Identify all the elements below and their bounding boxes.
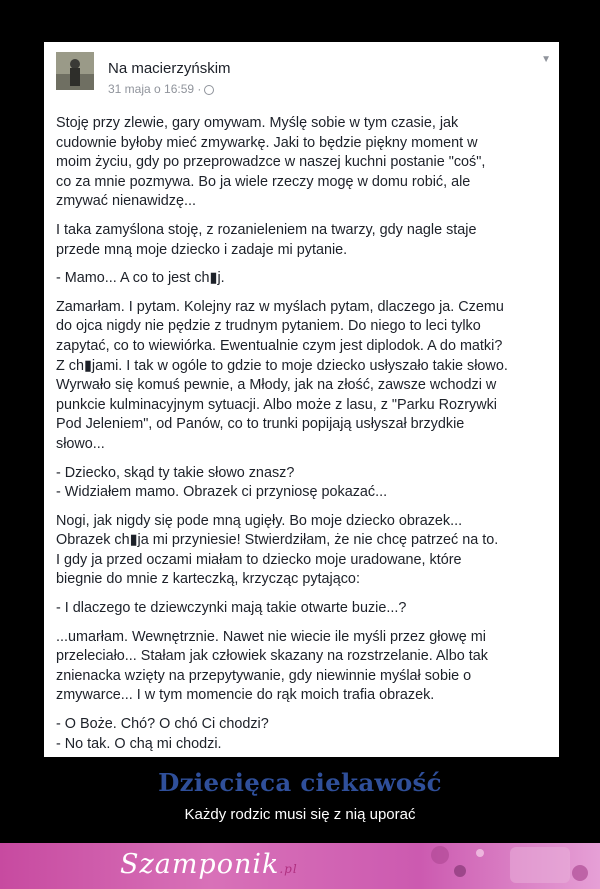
- post-paragraph: [56, 512, 550, 590]
- post-paragraph: [56, 114, 550, 212]
- timestamp-text: 31 maja o 16:59 ·: [108, 82, 202, 96]
- post-line: przede mną moje dziecko i zadaje mi pytanie.: [56, 241, 348, 258]
- post-line: Pod Jeleniem", od Panów, co to trunki popijają usłyszał brzydkie: [56, 416, 465, 433]
- post-paragraph: [56, 221, 550, 260]
- post-paragraph: [56, 599, 550, 619]
- post-line: I taka zamyślona stoję, z rozanieleniem na twarzy, gdy nagle staje: [56, 221, 477, 238]
- footer-banner: [0, 843, 600, 889]
- caption-title: Dziecięca ciekawość: [158, 768, 442, 797]
- post-line: - Dziecko, skąd ty takie słowo znasz?: [56, 464, 295, 481]
- post-paragraph: [56, 298, 550, 455]
- post-paragraph: [56, 269, 550, 289]
- post-timestamp[interactable]: [108, 82, 214, 96]
- decoration-icon: [420, 843, 600, 889]
- post-line: Z ch▮jami. I tak w ogóle to gdzie to moje dziecko usłyszało takie słowo.: [56, 357, 508, 374]
- post-line: - No tak. O chą mi chodzi.: [56, 735, 222, 752]
- avatar[interactable]: [56, 52, 94, 90]
- post-line: zmywać nienawidzę...: [56, 193, 196, 210]
- post-line: Wyrwało się komuś pewnie, a Młody, jak na złość, zawsze wchodzi w: [56, 377, 497, 394]
- post-body: [56, 114, 550, 763]
- brand-tld: .pl: [279, 862, 298, 876]
- post-line: Obrazek ch▮ja mi przyniesie! Stwierdziłam, że nie chcę patrzeć na to.: [56, 532, 499, 549]
- post-paragraph: [56, 715, 550, 754]
- post-line: słowo...: [56, 435, 105, 452]
- post-line: cudownie byłoby mieć zmywarkę. Jaki to będzie piękny moment w: [56, 134, 478, 151]
- post-paragraph: [56, 628, 550, 706]
- post-line: punkcie kulminacyjnym sytuacji. Albo może z lasu, z "Parku Rozrywki: [56, 396, 497, 413]
- chevron-down-icon[interactable]: ▼: [541, 54, 551, 65]
- post-line: przeleciało... Stałam jak człowiek skazany na rozstrzelanie. Albo tak: [56, 648, 488, 665]
- post-line: co za mnie pozmywa. Bo ja wiele rzeczy mogę w domu robić, ale: [56, 173, 471, 190]
- facebook-post: [44, 42, 559, 757]
- post-line: do ojca nigdy nie pędzie z trudnym pytaniem. Do niego to leci tylko: [56, 318, 481, 335]
- globe-icon: [204, 85, 214, 95]
- post-paragraph: [56, 464, 550, 503]
- brand-name: Szamponik: [120, 849, 280, 880]
- post-line: ...umarłam. Wewnętrznie. Nawet nie wiecie ile myśli przez głowę mi: [56, 628, 486, 645]
- post-line: zmywarce... I w tym momencie do rąk moich trafia obrazek.: [56, 687, 435, 704]
- post-line: Nogi, jak nigdy się pode mną ugięły. Bo moje dziecko obrazek...: [56, 512, 463, 529]
- post-line: moim życiu, gdy po przeprowadzce w naszej kuchni postanie "coś",: [56, 154, 486, 171]
- post-line: Stoję przy zlewie, gary omywam. Myślę sobie w tym czasie, jak: [56, 115, 459, 131]
- post-line: - Mamo... A co to jest ch▮j.: [56, 270, 225, 287]
- caption-subtitle: Każdy rodzic musi się z nią uporać: [184, 806, 416, 823]
- post-line: - Widziałem mamo. Obrazek ci przyniosę pokazać...: [56, 484, 388, 501]
- post-line: biegnie do mnie z karteczką, krzycząc pytająco:: [56, 571, 360, 588]
- post-line: - O Boże. Chó? O chó Ci chodzi?: [56, 716, 269, 733]
- post-line: zapytać, co to wiewiórka. Ewentualnie czym jest diplodok. A do matki?: [56, 337, 503, 354]
- brand-logo[interactable]: [120, 849, 298, 880]
- post-line: znienacka wzięty na przepytywanie, gdy niewinnie myślał sobie o: [56, 667, 472, 684]
- post-line: - I dlaczego te dziewczynki mają takie otwarte buzie...?: [56, 600, 407, 617]
- post-line: I gdy ja przed oczami miałam to dziecko moje uradowane, które: [56, 551, 462, 568]
- post-author[interactable]: Na macierzyńskim: [108, 60, 231, 77]
- post-line: Zamarłam. I pytam. Kolejny raz w myślach pytam, dlaczego ja. Czemu: [56, 298, 504, 315]
